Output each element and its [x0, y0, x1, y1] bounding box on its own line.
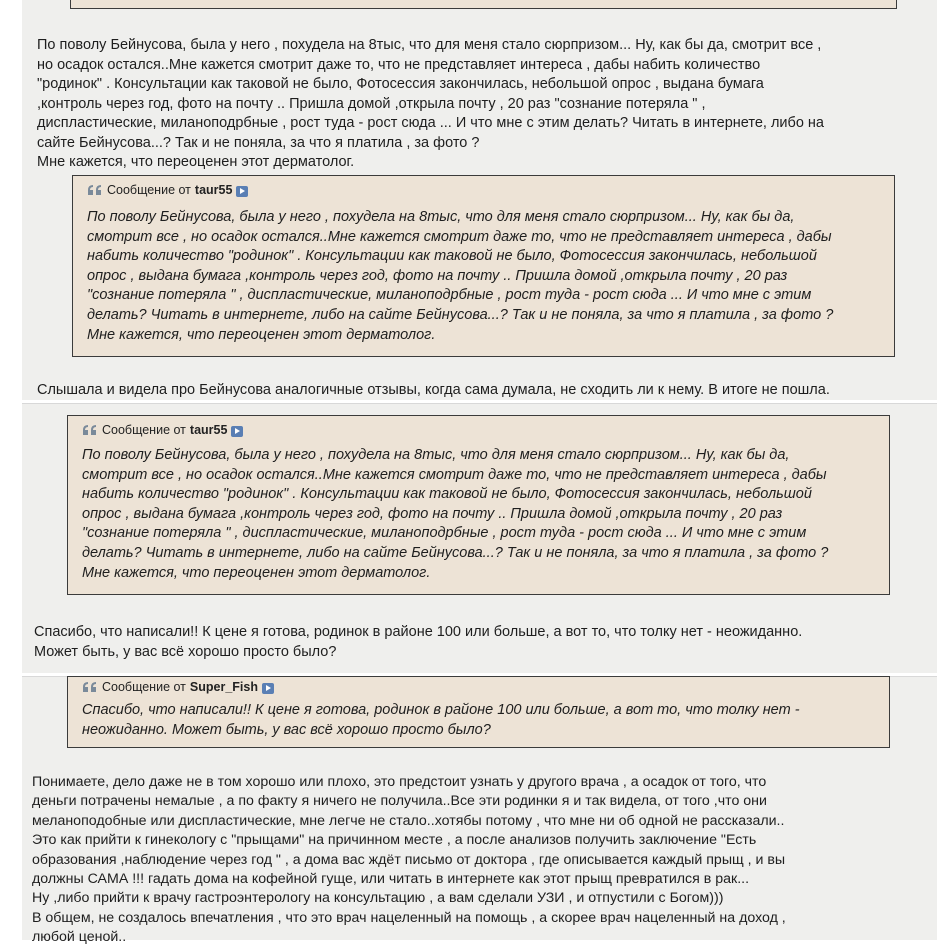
quote-text: По поволу Бейнусова, была у него , похудела на 8тыс, что для меня стало сюрпризом... Ну, как бы да, смотрит все , но осадок остался..Мне кажется смотрит даже то, что не представляет интереса , дабы набить количество "родинок" . Консультации как таковой не было, Фотосессия закончилась, небольшой опрос , выдана бумага ,контроль через год, фото на почту .. Пришла домой ,открыла почту , 20 раз "сознание потеряла " , диспластические, миланоподрбные , рост туда - рост сюда ... И что мне с этим делать? Читать в интернете, либо на сайте Бейнусова...? Так и не поняла, за что я платила , за фото ? Мне кажется, что переоценен этот дерматолог. [82, 447, 829, 581]
post-text: Понимаете, дело даже не в том хорошо или плохо, это предстоит узнать у другого врача , а осадок от того, что деньги потрачены немалые , а по факту я ничего не получила..Все эти родинки я и так видела, от того ,что они меланоподобные или диспластические, мне легче не стало..хотябы потому , что мне ни об одной не рассказали.. Это как прийти к гинекологу с "прыщами" на причинном месте , а после анализов получить заключение "Есть образования ,наблюдение через год " , а дома вас ждёт письмо от доктора , где описывается каждый прыщ , и вы должны САМА !!! гадать дома на кофейной гуще, или читать в интернете как этот прыщ превратился в рак... Ну ,либо прийти к врачу гастроэнтерологу на консультацию , а вам сделали УЗИ , и отпустили с Богом))) В общем, не создалось впечатления , что это врач нацеленный на помощь , а скорее врач нацеленный на доход , любой ценой.. [32, 774, 786, 946]
post-text: Слышала и видела про Бейнусова аналогичные отзывы, когда сама думала, не сходить ли к нему. В итоге не пошла. [37, 382, 830, 398]
post-text: Спасибо, что написали!! К цене я готова, родинок в районе 100 или больше, а вот то, что толку нет - неожиданно. Может быть, у вас всё хорошо просто было? [34, 624, 803, 660]
quote-text: По поволу Бейнусова, была у него , похудела на 8тыс, что для меня стало сюрпризом... Ну, как бы да, смотрит все , но осадок остался..Мне кажется смотрит даже то, что не представляет интереса , дабы набить количество "родинок" . Консультации как таковой не было, Фотосессия закончилась, небольшой опрос , выдана бумага ,контроль через год, фото на почту .. Пришла домой ,открыла почту , 20 раз "сознание потеряла " , диспластические, миланоподрбные , рост туда - рост сюда ... И что мне с этим делать? Читать в интернете, либо на сайте Бейнусова...? Так и не поняла, за что я платила , за фото ? Мне кажется, что переоценен этот дерматолог. [87, 209, 834, 343]
forum-post [22, 403, 937, 673]
quote-author-link[interactable]: taur55 [194, 183, 233, 197]
quote-label: Сообщение от [102, 423, 186, 437]
quote-header [82, 422, 243, 438]
quote-header [87, 182, 248, 198]
quote-author-link[interactable]: taur55 [189, 423, 228, 437]
quote-label: Сообщение от [107, 183, 191, 197]
quote-label: Сообщение от [102, 680, 186, 694]
post-text: По поволу Бейнусова, была у него , похудела на 8тыс, что для меня стало сюрпризом... Ну, как бы да, смотрит все , но осадок остался..Мне кажется смотрит даже то, что не представляет интереса , дабы набить количество "родинок" . Консультации как таковой не было, Фотосессия закончилась, небольшой опрос , выдана бумага ,контроль через год, фото на почту .. Пришла домой ,открыла почту , 20 раз "сознание потеряла " , диспластические, миланоподрбные , рост туда - рост сюда ... И что мне с этим делать? Читать в интернете, либо на сайте Бейнусова...? Так и не поняла, за что я платила , за фото ? Мне кажется, что переоценен этот дерматолог. [37, 37, 824, 170]
quote-icon [82, 681, 98, 693]
quote-header [82, 679, 274, 695]
view-post-icon[interactable] [262, 683, 274, 694]
forum-post [22, 676, 937, 946]
quote-box [67, 415, 890, 595]
view-post-icon[interactable] [236, 186, 248, 197]
previous-quote-box-bottom [70, 0, 897, 9]
quote-box [72, 175, 895, 357]
quote-text: Спасибо, что написали!! К цене я готова, родинок в районе 100 или больше, а вот то, что толку нет - неожиданно. Может быть, у вас всё хорошо просто было? [82, 702, 800, 738]
quote-icon [87, 184, 103, 196]
quote-author-link[interactable]: Super_Fish [189, 680, 258, 694]
quote-box [67, 676, 890, 748]
quote-icon [82, 424, 98, 436]
view-post-icon[interactable] [231, 426, 243, 437]
